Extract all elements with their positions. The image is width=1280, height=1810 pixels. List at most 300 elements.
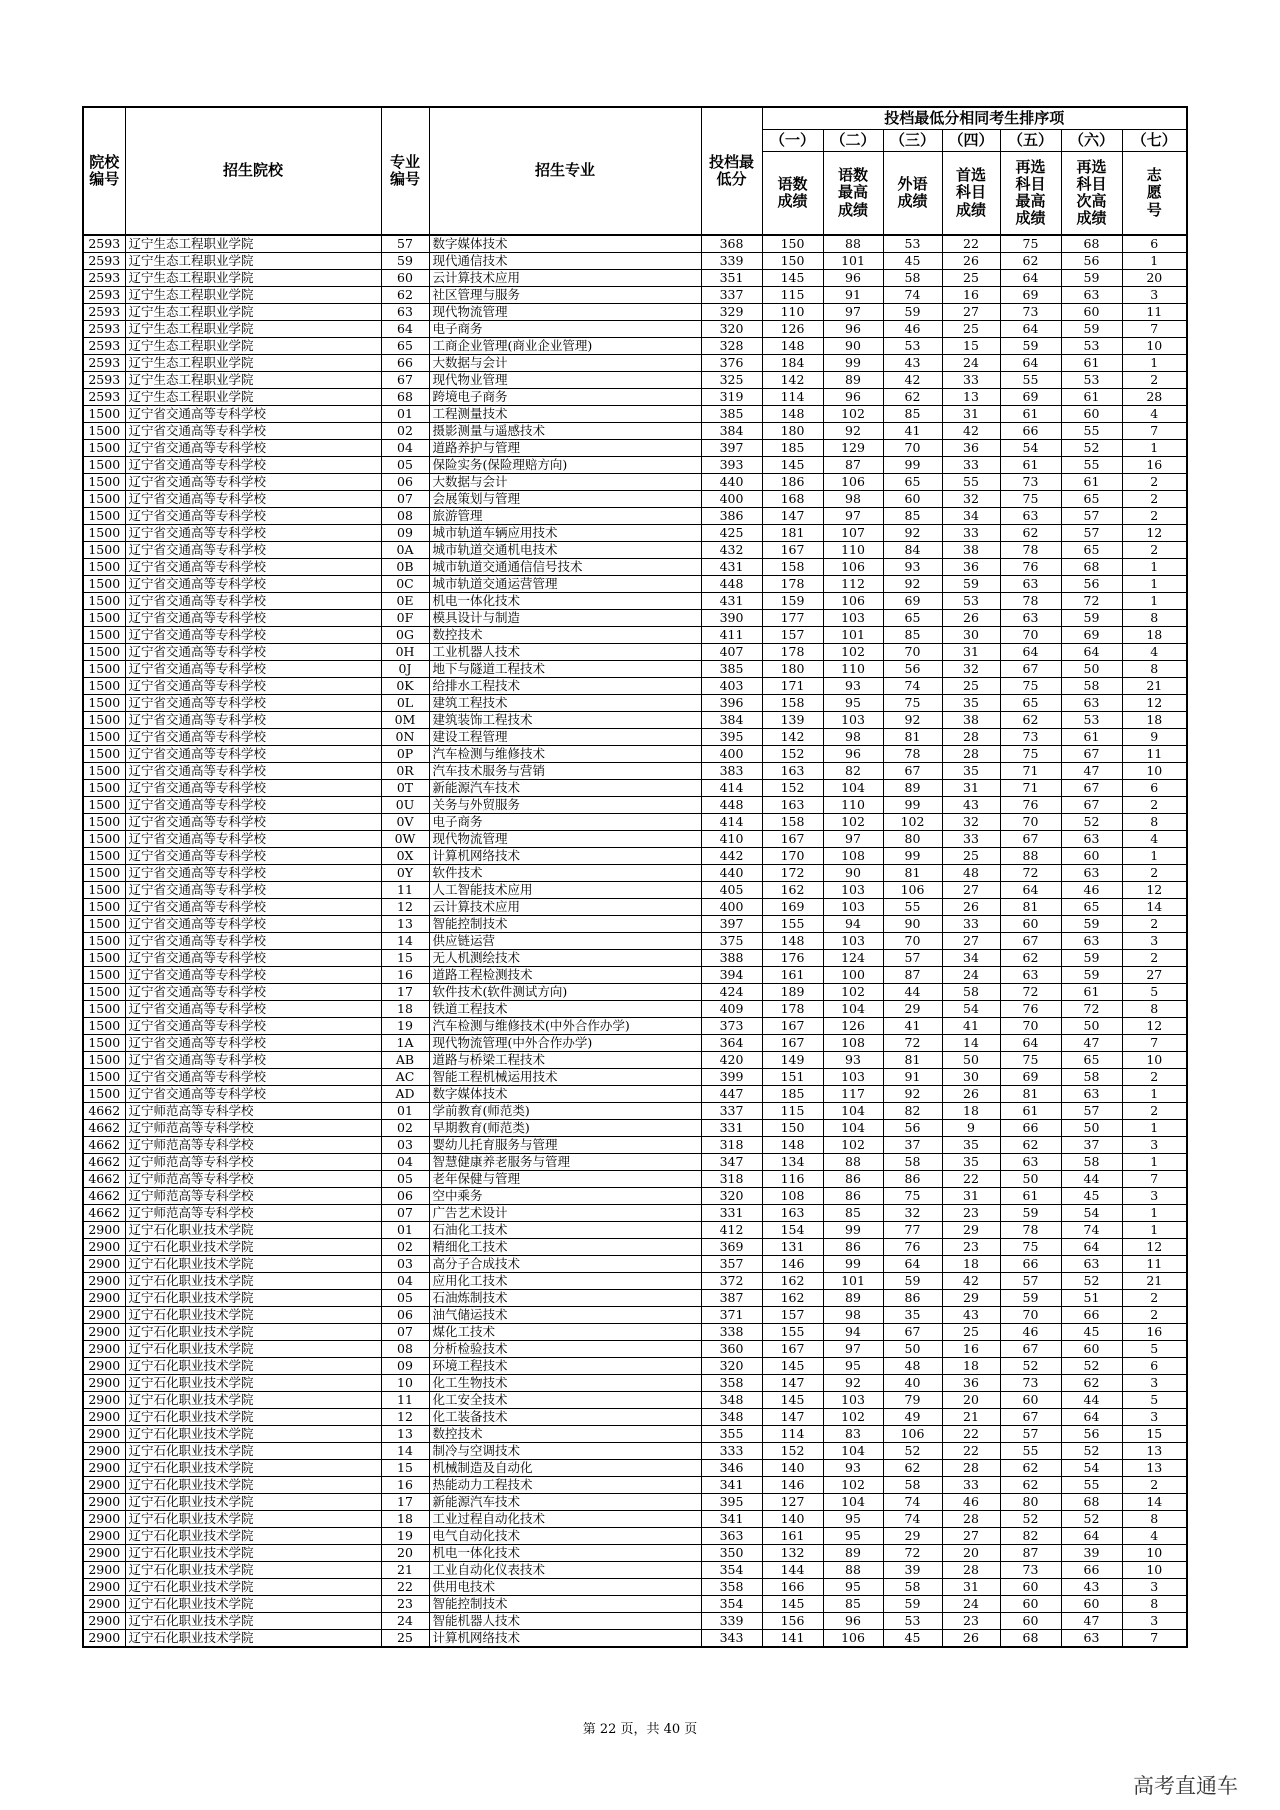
cell-school-name: 辽宁省交通高等专科学校: [125, 474, 381, 491]
cell-school-code: 2900: [83, 1375, 125, 1392]
cell-chinese-math-max: 103: [823, 899, 883, 916]
cell-school-name: 辽宁石化职业技术学院: [125, 1324, 381, 1341]
cell-min-score: 373: [701, 1018, 762, 1035]
cell-first-subject: 41: [942, 1018, 1000, 1035]
cell-school-code: 2900: [83, 1511, 125, 1528]
cell-second-subject-next: 44: [1061, 1392, 1122, 1409]
table-row: [83, 270, 1187, 287]
cell-major-code: 01: [381, 406, 429, 423]
cell-major-name: 无人机测绘技术: [429, 950, 701, 967]
cell-chinese-math: 115: [762, 287, 823, 304]
cell-first-subject: 22: [942, 235, 1000, 253]
cell-min-score: 328: [701, 338, 762, 355]
cell-major-name: 高分子合成技术: [429, 1256, 701, 1273]
cell-chinese-math-max: 93: [823, 678, 883, 695]
cell-min-score: 393: [701, 457, 762, 474]
cell-major-name: 工业自动化仪表技术: [429, 1562, 701, 1579]
cell-foreign-lang: 84: [883, 542, 942, 559]
cell-second-subject-next: 68: [1061, 235, 1122, 253]
cell-first-subject: 22: [942, 1426, 1000, 1443]
cell-choice-no: 3: [1122, 1613, 1187, 1630]
cell-school-name: 辽宁石化职业技术学院: [125, 1528, 381, 1545]
cell-major-name: 计算机网络技术: [429, 1630, 701, 1648]
cell-second-subject-next: 47: [1061, 763, 1122, 780]
cell-major-name: 供用电技术: [429, 1579, 701, 1596]
cell-min-score: 350: [701, 1545, 762, 1562]
cell-second-subject-max: 60: [1000, 1392, 1061, 1409]
cell-school-name: 辽宁省交通高等专科学校: [125, 678, 381, 695]
cell-chinese-math-max: 102: [823, 984, 883, 1001]
cell-chinese-math-max: 82: [823, 763, 883, 780]
cell-second-subject-next: 53: [1061, 338, 1122, 355]
cell-foreign-lang: 86: [883, 1171, 942, 1188]
cell-min-score: 403: [701, 678, 762, 695]
cell-min-score: 410: [701, 831, 762, 848]
table-row: [83, 882, 1187, 899]
cell-second-subject-next: 69: [1061, 627, 1122, 644]
cell-choice-no: 7: [1122, 423, 1187, 440]
cell-second-subject-next: 52: [1061, 1443, 1122, 1460]
cell-chinese-math: 144: [762, 1562, 823, 1579]
cell-school-code: 2593: [83, 372, 125, 389]
cell-school-name: 辽宁省交通高等专科学校: [125, 797, 381, 814]
cell-min-score: 354: [701, 1562, 762, 1579]
cell-major-code: 19: [381, 1018, 429, 1035]
cell-school-code: 4662: [83, 1171, 125, 1188]
cell-choice-no: 5: [1122, 984, 1187, 1001]
cell-school-name: 辽宁省交通高等专科学校: [125, 1035, 381, 1052]
cell-school-name: 辽宁石化职业技术学院: [125, 1477, 381, 1494]
cell-school-code: 1500: [83, 457, 125, 474]
cell-second-subject-max: 57: [1000, 1273, 1061, 1290]
cell-second-subject-max: 61: [1000, 1103, 1061, 1120]
cell-min-score: 448: [701, 797, 762, 814]
cell-chinese-math: 166: [762, 1579, 823, 1596]
cell-choice-no: 21: [1122, 678, 1187, 695]
cell-second-subject-next: 66: [1061, 1307, 1122, 1324]
cell-choice-no: 2: [1122, 1290, 1187, 1307]
cell-major-code: 23: [381, 1596, 429, 1613]
cell-major-name: 石油化工技术: [429, 1222, 701, 1239]
cell-major-code: 11: [381, 882, 429, 899]
cell-major-code: 13: [381, 1426, 429, 1443]
sort-item-5: 再选科目最高成绩: [1000, 152, 1061, 236]
cell-choice-no: 6: [1122, 235, 1187, 253]
cell-chinese-math-max: 108: [823, 848, 883, 865]
cell-second-subject-next: 46: [1061, 882, 1122, 899]
cell-foreign-lang: 42: [883, 372, 942, 389]
cell-school-name: 辽宁石化职业技术学院: [125, 1613, 381, 1630]
cell-chinese-math-max: 94: [823, 916, 883, 933]
cell-choice-no: 3: [1122, 1579, 1187, 1596]
cell-school-code: 2900: [83, 1324, 125, 1341]
cell-min-score: 346: [701, 1460, 762, 1477]
cell-major-code: 02: [381, 423, 429, 440]
cell-major-code: 0L: [381, 695, 429, 712]
cell-first-subject: 9: [942, 1120, 1000, 1137]
cell-first-subject: 54: [942, 1001, 1000, 1018]
table-row: [83, 491, 1187, 508]
cell-school-name: 辽宁省交通高等专科学校: [125, 1018, 381, 1035]
cell-chinese-math: 147: [762, 1409, 823, 1426]
cell-first-subject: 26: [942, 253, 1000, 270]
cell-major-code: 04: [381, 1273, 429, 1290]
cell-second-subject-next: 54: [1061, 1205, 1122, 1222]
cell-school-name: 辽宁生态工程职业学院: [125, 355, 381, 372]
cell-major-code: 59: [381, 253, 429, 270]
cell-school-code: 2900: [83, 1460, 125, 1477]
cell-second-subject-max: 64: [1000, 1035, 1061, 1052]
cell-first-subject: 23: [942, 1239, 1000, 1256]
table-row: [83, 1171, 1187, 1188]
cell-first-subject: 33: [942, 457, 1000, 474]
cell-choice-no: 7: [1122, 1171, 1187, 1188]
cell-min-score: 351: [701, 270, 762, 287]
cell-foreign-lang: 41: [883, 423, 942, 440]
cell-chinese-math: 169: [762, 899, 823, 916]
cell-min-score: 363: [701, 1528, 762, 1545]
cell-second-subject-next: 72: [1061, 593, 1122, 610]
sort-item-1: 语数成绩: [762, 152, 823, 236]
cell-min-score: 358: [701, 1579, 762, 1596]
cell-school-name: 辽宁石化职业技术学院: [125, 1545, 381, 1562]
cell-major-name: 现代物流管理: [429, 831, 701, 848]
cell-major-name: 学前教育(师范类): [429, 1103, 701, 1120]
cell-school-code: 4662: [83, 1137, 125, 1154]
cell-chinese-math: 185: [762, 440, 823, 457]
cell-chinese-math: 139: [762, 712, 823, 729]
cell-major-code: 0A: [381, 542, 429, 559]
cell-choice-no: 3: [1122, 1409, 1187, 1426]
cell-choice-no: 28: [1122, 389, 1187, 406]
cell-school-name: 辽宁省交通高等专科学校: [125, 933, 381, 950]
cell-chinese-math-max: 103: [823, 1392, 883, 1409]
cell-major-code: 0Y: [381, 865, 429, 882]
cell-school-name: 辽宁省交通高等专科学校: [125, 814, 381, 831]
cell-major-name: 数字媒体技术: [429, 1086, 701, 1103]
cell-min-score: 318: [701, 1171, 762, 1188]
cell-chinese-math: 142: [762, 372, 823, 389]
cell-second-subject-max: 63: [1000, 508, 1061, 525]
cell-second-subject-next: 63: [1061, 1256, 1122, 1273]
cell-major-code: 08: [381, 508, 429, 525]
cell-school-code: 1500: [83, 984, 125, 1001]
cell-first-subject: 35: [942, 695, 1000, 712]
cell-choice-no: 14: [1122, 899, 1187, 916]
table-row: [83, 933, 1187, 950]
cell-chinese-math-max: 93: [823, 1052, 883, 1069]
cell-second-subject-max: 87: [1000, 1545, 1061, 1562]
cell-first-subject: 25: [942, 848, 1000, 865]
cell-major-code: 12: [381, 899, 429, 916]
table-row: [83, 712, 1187, 729]
table-row: [83, 372, 1187, 389]
cell-major-code: 03: [381, 1137, 429, 1154]
cell-choice-no: 11: [1122, 304, 1187, 321]
cell-second-subject-next: 60: [1061, 848, 1122, 865]
sort-num-6: （六）: [1061, 130, 1122, 152]
cell-foreign-lang: 79: [883, 1392, 942, 1409]
cell-major-code: 66: [381, 355, 429, 372]
cell-foreign-lang: 50: [883, 1341, 942, 1358]
cell-major-name: 给排水工程技术: [429, 678, 701, 695]
cell-chinese-math-max: 106: [823, 474, 883, 491]
cell-school-name: 辽宁省交通高等专科学校: [125, 457, 381, 474]
cell-min-score: 440: [701, 474, 762, 491]
table-row: [83, 695, 1187, 712]
cell-second-subject-next: 59: [1061, 916, 1122, 933]
table-row: [83, 865, 1187, 882]
cell-foreign-lang: 58: [883, 1579, 942, 1596]
cell-choice-no: 11: [1122, 746, 1187, 763]
cell-major-code: 18: [381, 1001, 429, 1018]
cell-second-subject-next: 61: [1061, 474, 1122, 491]
cell-chinese-math: 152: [762, 1443, 823, 1460]
cell-second-subject-max: 81: [1000, 1086, 1061, 1103]
cell-second-subject-next: 65: [1061, 899, 1122, 916]
cell-first-subject: 28: [942, 1562, 1000, 1579]
table-row: [83, 848, 1187, 865]
cell-foreign-lang: 67: [883, 1324, 942, 1341]
cell-first-subject: 22: [942, 1171, 1000, 1188]
cell-first-subject: 16: [942, 1341, 1000, 1358]
cell-min-score: 371: [701, 1307, 762, 1324]
cell-foreign-lang: 53: [883, 1613, 942, 1630]
cell-chinese-math: 180: [762, 661, 823, 678]
cell-second-subject-next: 57: [1061, 1103, 1122, 1120]
table-row: [83, 797, 1187, 814]
cell-first-subject: 28: [942, 746, 1000, 763]
cell-major-code: 01: [381, 1103, 429, 1120]
cell-school-name: 辽宁生态工程职业学院: [125, 321, 381, 338]
cell-second-subject-next: 60: [1061, 1596, 1122, 1613]
cell-min-score: 337: [701, 287, 762, 304]
cell-choice-no: 3: [1122, 1375, 1187, 1392]
cell-foreign-lang: 72: [883, 1035, 942, 1052]
cell-major-code: AC: [381, 1069, 429, 1086]
cell-second-subject-next: 53: [1061, 712, 1122, 729]
cell-school-code: 2593: [83, 304, 125, 321]
cell-major-name: 铁道工程技术: [429, 1001, 701, 1018]
page-number: 第 22 页，共 40 页: [582, 1722, 698, 1737]
cell-second-subject-max: 61: [1000, 457, 1061, 474]
cell-second-subject-next: 52: [1061, 440, 1122, 457]
cell-first-subject: 43: [942, 797, 1000, 814]
table-row: [83, 1018, 1187, 1035]
table-row: [83, 1392, 1187, 1409]
cell-major-code: 02: [381, 1239, 429, 1256]
cell-school-name: 辽宁石化职业技术学院: [125, 1426, 381, 1443]
cell-second-subject-next: 65: [1061, 491, 1122, 508]
cell-second-subject-max: 67: [1000, 661, 1061, 678]
cell-second-subject-next: 59: [1061, 321, 1122, 338]
cell-chinese-math: 180: [762, 423, 823, 440]
cell-school-code: 2593: [83, 270, 125, 287]
cell-school-name: 辽宁石化职业技术学院: [125, 1494, 381, 1511]
cell-choice-no: 3: [1122, 933, 1187, 950]
cell-choice-no: 2: [1122, 916, 1187, 933]
cell-chinese-math-max: 86: [823, 1188, 883, 1205]
cell-school-code: 1500: [83, 610, 125, 627]
cell-school-code: 1500: [83, 967, 125, 984]
cell-chinese-math: 147: [762, 1375, 823, 1392]
cell-second-subject-next: 47: [1061, 1613, 1122, 1630]
cell-chinese-math-max: 93: [823, 1460, 883, 1477]
cell-min-score: 339: [701, 253, 762, 270]
cell-chinese-math-max: 104: [823, 1001, 883, 1018]
cell-choice-no: 11: [1122, 1256, 1187, 1273]
cell-choice-no: 10: [1122, 1052, 1187, 1069]
cell-first-subject: 23: [942, 1613, 1000, 1630]
cell-major-code: 15: [381, 950, 429, 967]
cell-school-name: 辽宁省交通高等专科学校: [125, 525, 381, 542]
sort-item-4: 首选科目成绩: [942, 152, 1000, 236]
cell-first-subject: 35: [942, 1154, 1000, 1171]
table-row: [83, 253, 1187, 270]
cell-foreign-lang: 43: [883, 355, 942, 372]
cell-choice-no: 2: [1122, 1477, 1187, 1494]
table-row: [83, 1630, 1187, 1648]
cell-school-name: 辽宁石化职业技术学院: [125, 1562, 381, 1579]
cell-major-code: 06: [381, 1307, 429, 1324]
cell-chinese-math-max: 102: [823, 406, 883, 423]
cell-school-code: 1500: [83, 1001, 125, 1018]
cell-first-subject: 36: [942, 559, 1000, 576]
cell-major-code: 64: [381, 321, 429, 338]
cell-school-name: 辽宁石化职业技术学院: [125, 1256, 381, 1273]
cell-major-code: 0T: [381, 780, 429, 797]
cell-school-name: 辽宁省交通高等专科学校: [125, 559, 381, 576]
cell-foreign-lang: 81: [883, 1052, 942, 1069]
table-row: [83, 406, 1187, 423]
table-row: [83, 440, 1187, 457]
cell-choice-no: 8: [1122, 1511, 1187, 1528]
cell-foreign-lang: 70: [883, 644, 942, 661]
cell-min-score: 407: [701, 644, 762, 661]
cell-major-name: 会展策划与管理: [429, 491, 701, 508]
cell-choice-no: 3: [1122, 1188, 1187, 1205]
cell-school-name: 辽宁省交通高等专科学校: [125, 848, 381, 865]
cell-foreign-lang: 93: [883, 559, 942, 576]
cell-major-name: 跨境电子商务: [429, 389, 701, 406]
cell-second-subject-next: 60: [1061, 406, 1122, 423]
cell-first-subject: 33: [942, 1477, 1000, 1494]
cell-foreign-lang: 45: [883, 1630, 942, 1648]
cell-min-score: 395: [701, 729, 762, 746]
cell-chinese-math-max: 96: [823, 270, 883, 287]
cell-school-code: 1500: [83, 950, 125, 967]
cell-major-name: 数控技术: [429, 1426, 701, 1443]
cell-school-code: 1500: [83, 933, 125, 950]
cell-chinese-math-max: 102: [823, 1137, 883, 1154]
cell-school-name: 辽宁石化职业技术学院: [125, 1341, 381, 1358]
cell-chinese-math-max: 83: [823, 1426, 883, 1443]
cell-major-code: 05: [381, 457, 429, 474]
cell-second-subject-next: 57: [1061, 508, 1122, 525]
table-row: [83, 1188, 1187, 1205]
cell-second-subject-max: 78: [1000, 542, 1061, 559]
cell-first-subject: 50: [942, 1052, 1000, 1069]
cell-chinese-math: 148: [762, 406, 823, 423]
cell-school-code: 2900: [83, 1477, 125, 1494]
cell-chinese-math-max: 101: [823, 1273, 883, 1290]
cell-chinese-math-max: 106: [823, 1630, 883, 1648]
sort-num-4: （四）: [942, 130, 1000, 152]
cell-chinese-math-max: 112: [823, 576, 883, 593]
cell-chinese-math: 131: [762, 1239, 823, 1256]
cell-choice-no: 1: [1122, 253, 1187, 270]
cell-school-code: 1500: [83, 746, 125, 763]
cell-major-code: 04: [381, 1154, 429, 1171]
cell-school-name: 辽宁石化职业技术学院: [125, 1579, 381, 1596]
cell-choice-no: 12: [1122, 882, 1187, 899]
cell-school-name: 辽宁石化职业技术学院: [125, 1307, 381, 1324]
cell-major-name: 精细化工技术: [429, 1239, 701, 1256]
cell-school-code: 1500: [83, 576, 125, 593]
cell-first-subject: 33: [942, 916, 1000, 933]
cell-min-score: 331: [701, 1120, 762, 1137]
cell-chinese-math: 145: [762, 1596, 823, 1613]
table-row: [83, 1120, 1187, 1137]
cell-major-name: 机电一体化技术: [429, 1545, 701, 1562]
cell-second-subject-max: 62: [1000, 1137, 1061, 1154]
cell-school-name: 辽宁省交通高等专科学校: [125, 542, 381, 559]
table-row: [83, 1222, 1187, 1239]
table-row: [83, 1154, 1187, 1171]
cell-first-subject: 32: [942, 661, 1000, 678]
cell-major-name: 智能控制技术: [429, 1596, 701, 1613]
cell-second-subject-max: 55: [1000, 1443, 1061, 1460]
cell-min-score: 331: [701, 1205, 762, 1222]
cell-second-subject-next: 74: [1061, 1222, 1122, 1239]
cell-school-code: 1500: [83, 712, 125, 729]
cell-choice-no: 2: [1122, 372, 1187, 389]
cell-chinese-math: 115: [762, 1103, 823, 1120]
cell-second-subject-next: 63: [1061, 865, 1122, 882]
cell-chinese-math: 140: [762, 1460, 823, 1477]
cell-second-subject-max: 75: [1000, 235, 1061, 253]
cell-choice-no: 21: [1122, 1273, 1187, 1290]
cell-first-subject: 36: [942, 440, 1000, 457]
cell-chinese-math: 178: [762, 1001, 823, 1018]
cell-major-code: 19: [381, 1528, 429, 1545]
cell-major-name: 机械制造及自动化: [429, 1460, 701, 1477]
cell-foreign-lang: 77: [883, 1222, 942, 1239]
table-row: [83, 559, 1187, 576]
cell-min-score: 320: [701, 1358, 762, 1375]
cell-major-name: 数控技术: [429, 627, 701, 644]
cell-major-code: 0X: [381, 848, 429, 865]
table-row: [83, 457, 1187, 474]
cell-school-name: 辽宁省交通高等专科学校: [125, 712, 381, 729]
cell-second-subject-next: 37: [1061, 1137, 1122, 1154]
cell-school-code: 2900: [83, 1579, 125, 1596]
table-row: [83, 287, 1187, 304]
cell-chinese-math-max: 92: [823, 1375, 883, 1392]
table-row: [83, 899, 1187, 916]
cell-school-code: 2593: [83, 235, 125, 253]
cell-min-score: 320: [701, 1188, 762, 1205]
cell-school-name: 辽宁省交通高等专科学校: [125, 729, 381, 746]
cell-chinese-math: 170: [762, 848, 823, 865]
table-row: [83, 1409, 1187, 1426]
cell-first-subject: 26: [942, 1086, 1000, 1103]
cell-choice-no: 10: [1122, 338, 1187, 355]
cell-second-subject-max: 61: [1000, 406, 1061, 423]
cell-min-score: 364: [701, 1035, 762, 1052]
cell-second-subject-next: 55: [1061, 1477, 1122, 1494]
cell-chinese-math: 176: [762, 950, 823, 967]
